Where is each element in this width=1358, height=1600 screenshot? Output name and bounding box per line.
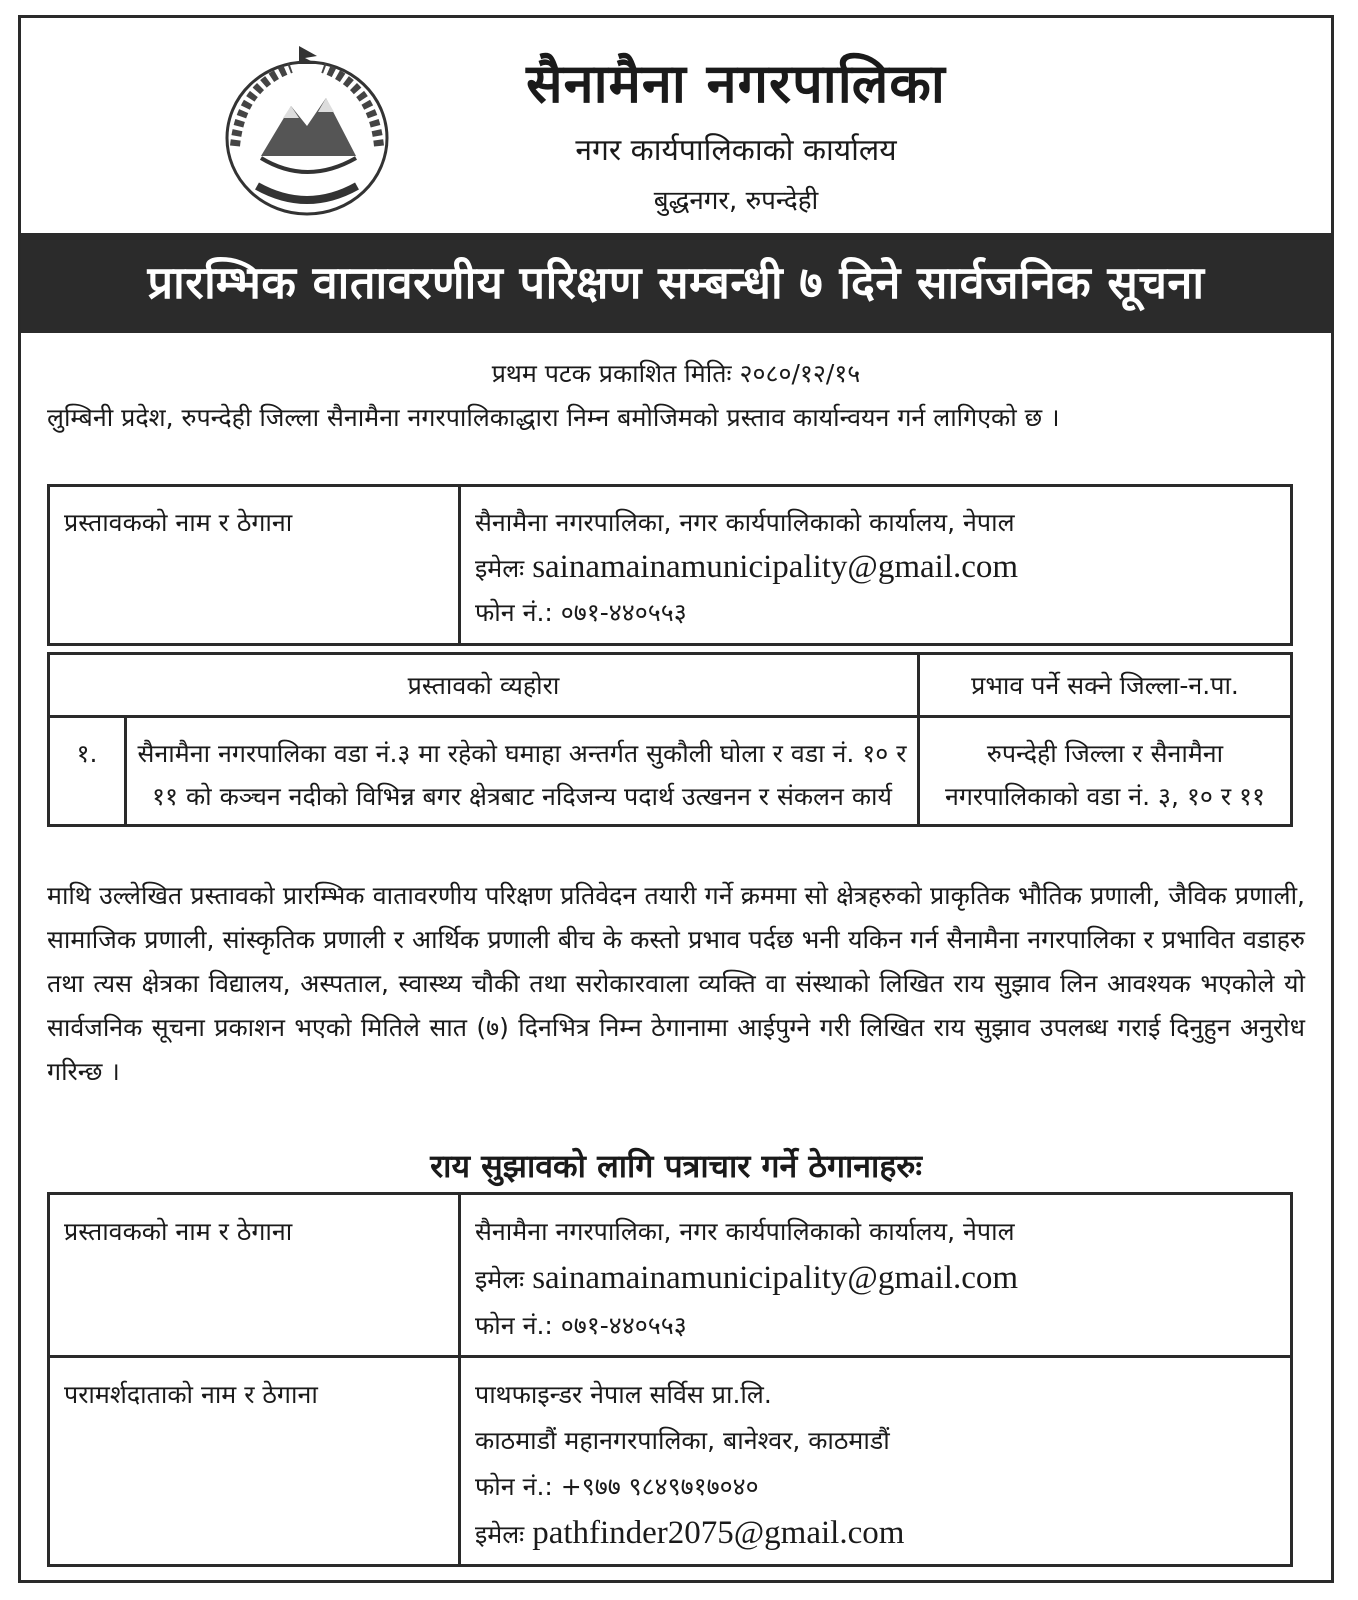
proponent-email[interactable]: sainamainamunicipality@gmail.com [532,549,1019,585]
proponent-label: प्रस्तावकको नाम र ठेगाना [49,1194,460,1357]
proposal-table [47,652,1293,827]
contact-heading: राय सुझावको लागि पत्राचार गर्ने ठेगानाहरुः [430,1147,922,1185]
consultant-name: पाथफाइन्डर नेपाल सर्विस प्रा.लि. [475,1380,772,1409]
affected-area-column-header: प्रभाव पर्ने सक्ने जिल्ला-न.पा. [919,654,1292,717]
publish-date: प्रथम पटक प्रकाशित मितिः २०८०/१२/१५ [491,359,861,388]
email-label: इमेलः [475,1520,525,1549]
consultant-contact-details [460,1357,1292,1566]
proponent-label: प्रस्तावकको नाम र ठेगाना [49,486,460,645]
proponent-contact-details [460,1194,1292,1357]
notice-title-banner: प्रारम्भिक वातावरणीय परिक्षण सम्बन्धी ७ दिने सार्वजनिक सूचना [21,233,1331,333]
email-label: इमेलः [475,1265,525,1294]
contact-table [47,1192,1293,1567]
consultant-address: काठमाडौं महानगरपालिका, बानेश्वर, काठमाडौं [475,1426,890,1455]
proponent-phone: फोन नं.: ०७१-४४०५५३ [475,598,687,627]
consultant-email[interactable]: pathfinder2075@gmail.com [532,1515,905,1551]
proponent-email-line [475,1255,1276,1303]
proponent-name: सैनामैना नगरपालिका, नगर कार्यपालिकाको कार्यालय, नेपाल [475,508,1015,537]
affected-area: रुपन्देही जिल्ला र सैनामैना नगरपालिकाको वडा नं. ३, १० र ११ [919,717,1292,826]
email-label: इमेलः [475,554,525,583]
proposal-column-header: प्रस्तावको व्यहोरा [49,654,919,717]
office-address: बुद्धनगर, रुपन्देही [653,186,819,216]
intro-paragraph: लुम्बिनी प्रदेश, रुपन्देही जिल्ला सैनामैना नगरपालिकाद्धारा निम्न बमोजिमको प्रस्ताव कार्यान्वयन गर्न लागिएको छ । [47,403,1060,432]
consultant-phone: फोन नं.: +९७७ ९८४९७१७०४० [475,1472,759,1501]
table-row [49,1357,1292,1566]
proponent-name: सैनामैना नगरपालिका, नगर कार्यपालिकाको कार्यालय, नेपाल [475,1217,1015,1246]
table-row [49,1194,1292,1357]
row-number: १. [49,717,126,826]
municipality-name: सैनामैना नगरपालिका [526,52,946,115]
table-row [49,717,1292,826]
consultant-email-line [475,1510,1276,1558]
proponent-details [460,486,1292,645]
body-paragraph: माथि उल्लेखित प्रस्तावको प्रारम्भिक वातावरणीय परिक्षण प्रतिवेदन तयारी गर्ने क्रममा सो क्षेत्रहरुको प्राकृतिक भौतिक प्रणाली, जैविक प्रणाली, सामाजिक प्रणाली, सांस्कृतिक प्रणाली र आर्थिक प्रणाली बीच के कस्तो प्रभाव पर्दछ भनी यकिन गर्न सैनामैना नगरपालिका र प्रभावित वडाहरु तथा त्यस क्षेत्रका विद्यालय, अस्पताल, स्वास्थ्य चौकी तथा सरोकारवाला व्यक्ति वा संस्थाको लिखित राय सुझाव लिन आवश्यक भएकोले यो सार्वजनिक सूचना प्रकाशन भएको मितिले सात (७) दिनभित्र निम्न ठेगानामा आईपुग्ने गरी लिखित राय सुझाव उपलब्ध गराई दिनुहुन अनुरोध गरिन्छ । [47,881,1305,1086]
proponent-email[interactable]: sainamainamunicipality@gmail.com [532,1260,1019,1296]
consultant-label: परामर्शदाताको नाम र ठेगाना [49,1357,460,1566]
table-row [49,486,1292,645]
notice-frame [18,15,1334,1583]
proposal-description: सैनामैना नगरपालिका वडा नं.३ मा रहेको घमाहा अन्तर्गत सुकौली घोला र वडा नं. १० र ११ को कञ्चन नदीको विभिन्न बगर क्षेत्रबाट नदिजन्य पदार्थ उत्खनन र संकलन कार्य [126,717,919,826]
proponent-table [47,484,1293,646]
notice-header [21,18,1331,232]
office-name: नगर कार्यपालिकाको कार्यालय [575,133,897,168]
proponent-email-line [475,545,1276,591]
table-header-row [49,654,1292,717]
proponent-phone: फोन नं.: ०७१-४४०५५३ [475,1311,687,1340]
